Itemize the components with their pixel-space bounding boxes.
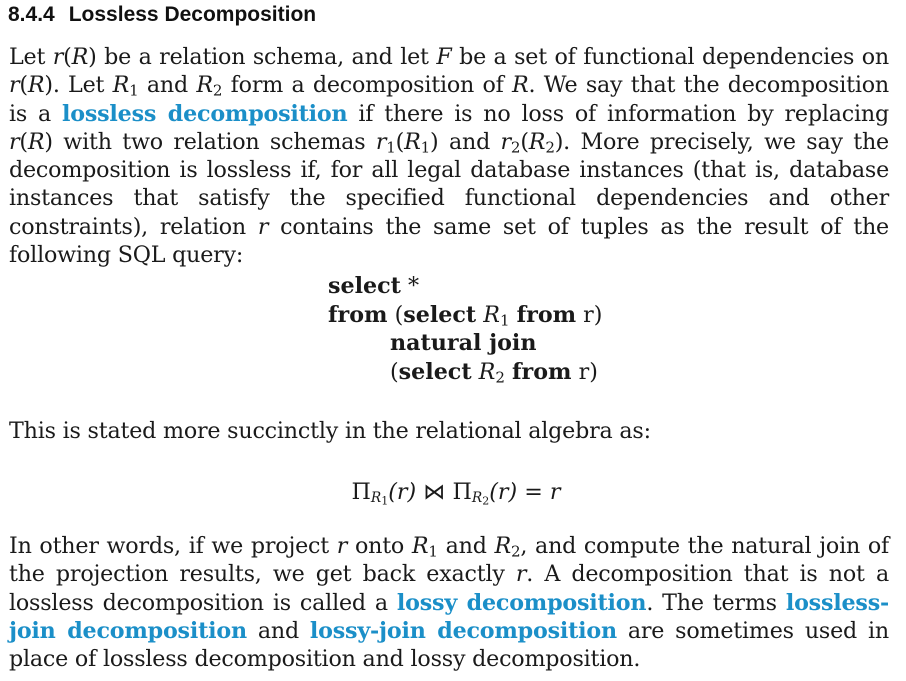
sql-line-select: select *: [328, 273, 420, 299]
paragraph-algebra-intro: This is stated more succinctly in the relational algebra as:: [9, 418, 651, 444]
relational-algebra-formula: $\Pi_{R_1}(r)$ ⋈ $\Pi_{R_2}(r) = r$: [351, 479, 561, 508]
paragraph-definition: Let r(R) be a relation schema, and let F be a set of functional dependencies on r(R). Let $R_1$ and $R_2$ form a decomposition of R. We say that the decomposition is a lossless decomposition if there is no loss of information by replacing r(R) with two relation schemas $r_1(R_1)$ and $r_2(R_2)$. More precisely, we say the decomposition is lossless if, for all legal database instances (that is, database instances that satisfy the specified functional dependencies and other constraints), relation r contains the same set of tuples as the result of the following SQL query:: [9, 44, 889, 269]
term-lossless-join-decomposition: lossless-join decomposition: [9, 589, 889, 644]
sql-line-natural-join: natural join: [390, 330, 537, 357]
paragraph-explanation: In other words, if we project r onto $R_1$ and $R_2$, and compute the natural join of the projection results, we get back exactly r. A decomposition that is not a lossless decomposition is called a lossy decomposition. The terms lossless-join decomposition and lossy-join decomposition are sometimes used in place of lossless decomposition and lossy decomposition.: [9, 533, 889, 673]
sql-line-subquery: (select $R_2$ from r): [390, 359, 598, 387]
section-heading: [8, 0, 316, 30]
term-lossy-join-decomposition: lossy-join decomposition: [309, 617, 617, 644]
term-lossless-decomposition: lossless decomposition: [62, 100, 348, 127]
term-lossy-decomposition: lossy decomposition: [396, 589, 647, 616]
section-number: 8.4.4: [8, 3, 55, 26]
sql-query-block: [328, 272, 602, 387]
section-title: Lossless Decomposition: [68, 3, 317, 26]
sql-line-from: from (select $R_1$ from r): [328, 301, 603, 330]
